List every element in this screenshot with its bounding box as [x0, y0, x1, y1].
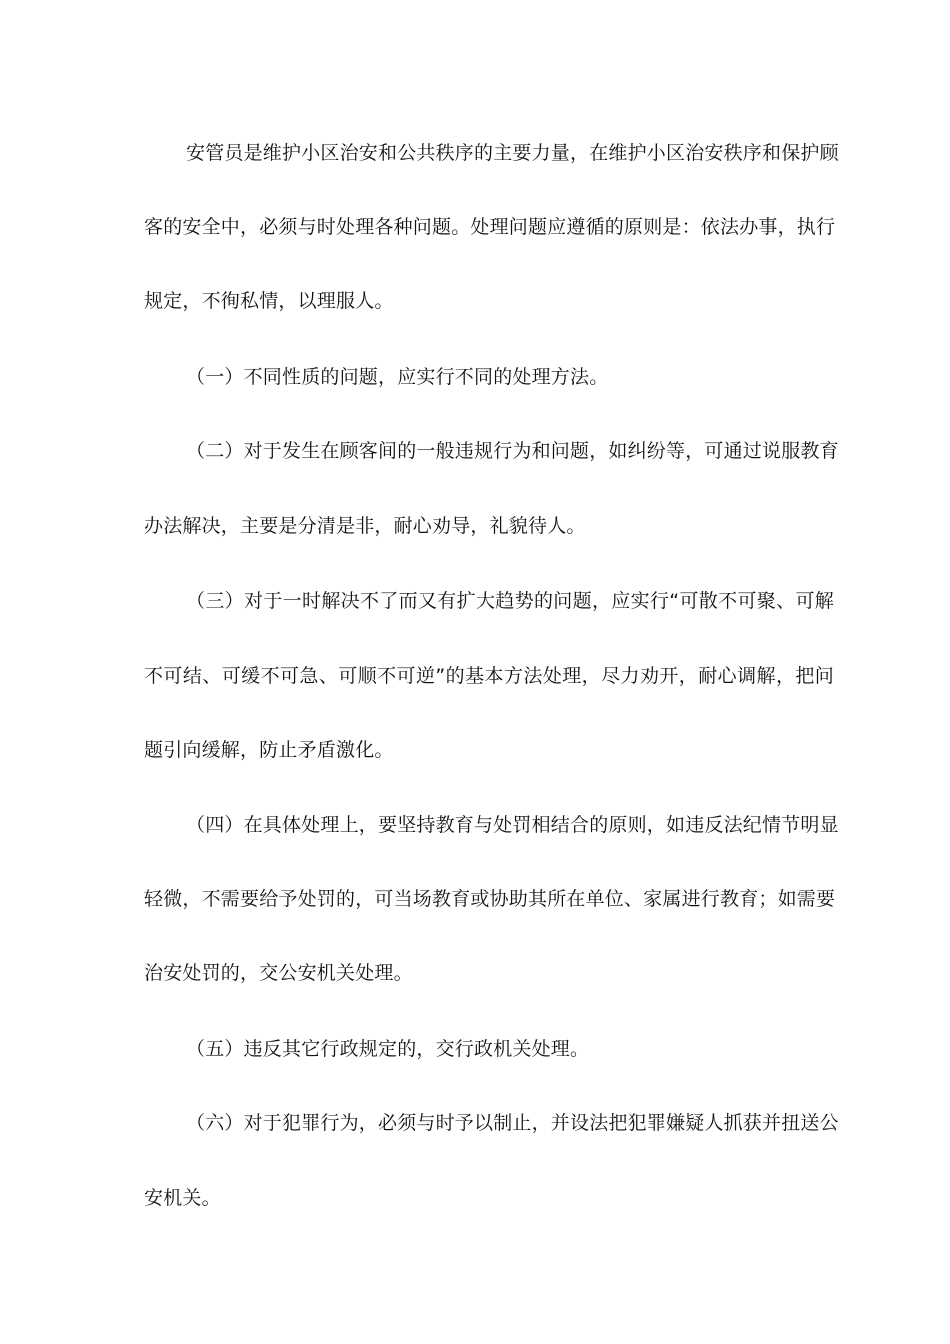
item-3-line-1: （三）对于一时解决不了而又有扩大趋势的问题，应实行“可散不可聚、可解 — [186, 590, 834, 612]
item-2-line-1: （二）对于发生在顾客间的一般违规行为和问题，如纠纷等，可通过说服教育 — [186, 440, 839, 462]
item-1-line-1: （一）不同性质的问题，应实行不同的处理方法。 — [186, 366, 609, 388]
item-3-line-3: 题引向缓解，防止矛盾激化。 — [144, 739, 394, 761]
item-3-line-2: 不可结、可缓不可急、可顺不可逆”的基本方法处理，尽力劝开，耐心调解，把问 — [144, 665, 834, 687]
item-6-line-2: 安机关。 — [144, 1187, 221, 1209]
paragraph-intro-line-3: 规定，不徇私情，以理服人。 — [144, 290, 394, 312]
paragraph-intro-line-1: 安管员是维护小区治安和公共秩序的主要力量，在维护小区治安秩序和保护顾 — [186, 142, 839, 164]
item-2-line-2: 办法解决，主要是分清是非，耐心劝导，礼貌待人。 — [144, 515, 586, 537]
paragraph-intro-line-2: 客的安全中，必须与时处理各种问题。处理问题应遵循的原则是：依法办事，执行 — [144, 216, 836, 238]
item-4-line-3: 治安处罚的，交公安机关处理。 — [144, 962, 413, 984]
item-4-line-2: 轻微，不需要给予处罚的，可当场教育或协助其所在单位、家属进行教育；如需要 — [144, 888, 836, 910]
item-6-line-1: （六）对于犯罪行为，必须与时予以制止，并设法把犯罪嫌疑人抓获并扭送公 — [186, 1112, 839, 1134]
item-5-line-1: （五）违反其它行政规定的，交行政机关处理。 — [186, 1038, 590, 1060]
item-4-line-1: （四）在具体处理上，要坚持教育与处罚相结合的原则，如违反法纪情节明显 — [186, 814, 839, 836]
